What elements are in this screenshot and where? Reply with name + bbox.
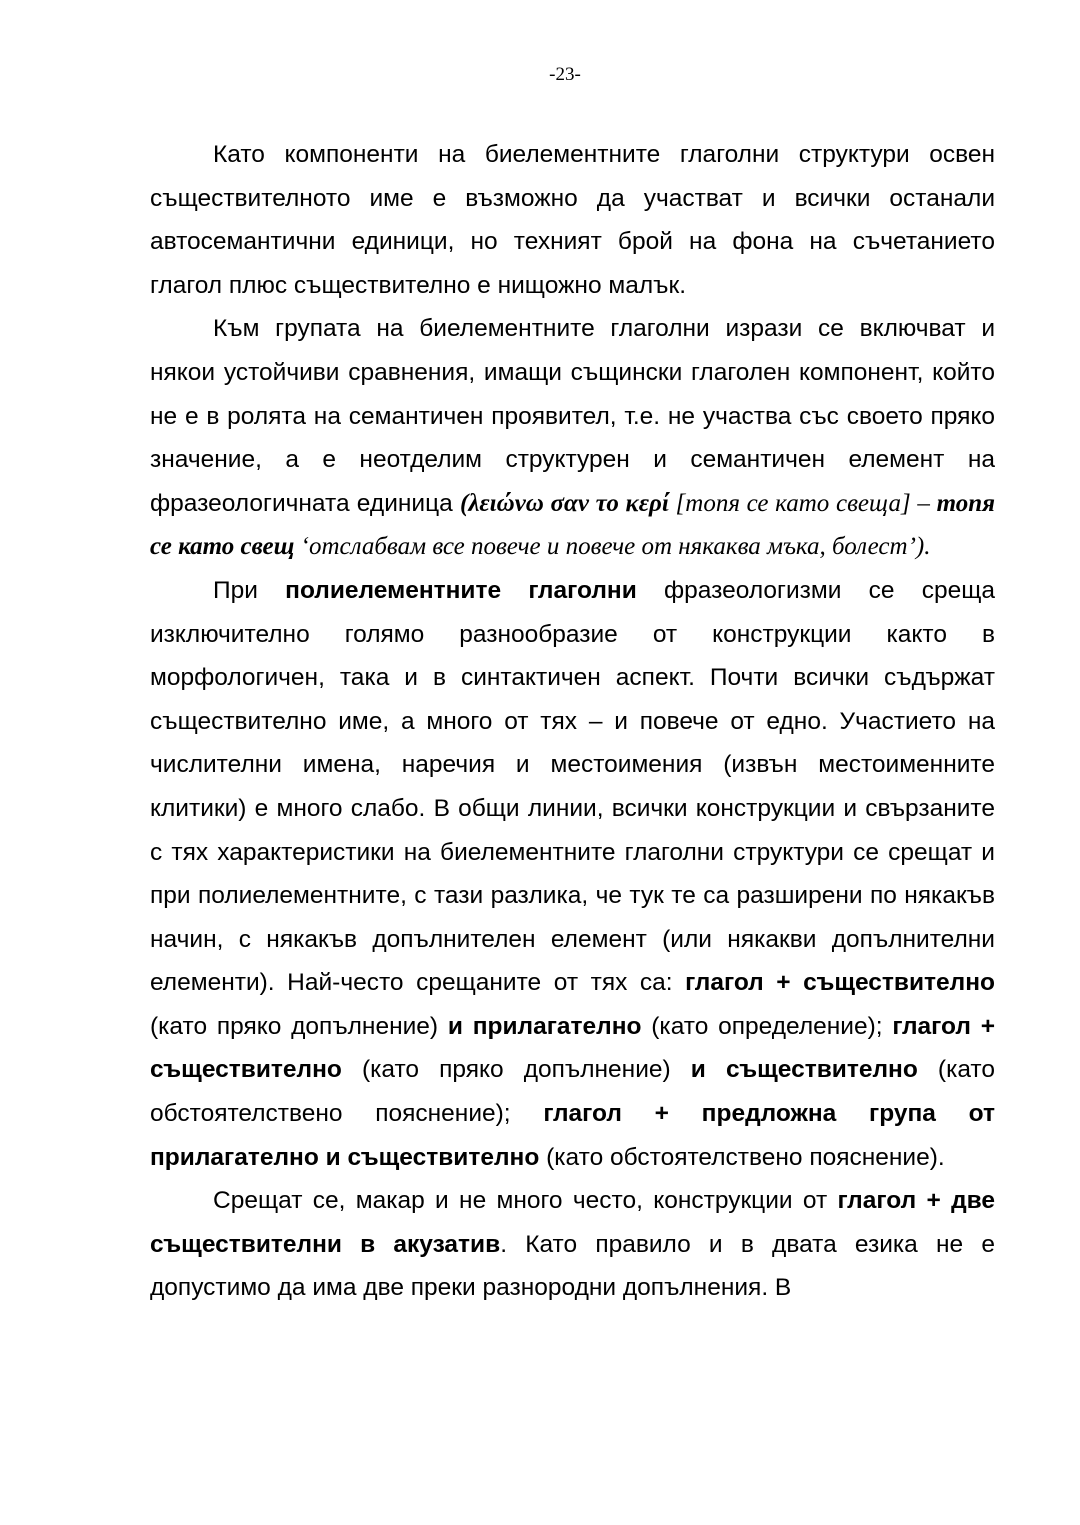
p3-text-7: (като обстоятелствено пояснение).	[539, 1143, 945, 1171]
p3-text-2: фразеологизми се среща изключително голямо разнообразие от конструкции както в морфологичен, така и в синтактичен аспект. Почти всички съдържат съществително име, а много от тях – и повече от едно. Участието на числителни имена, наречия и местоимения (извън местоименните клитики) е много слабо. В общи линии, всички конструкции и свързаните с тях характеристики на биелементните глаголни структури се срещат и при полиелементните, с тази разлика, че тук те са разширени по някакъв начин, с някакъв допълнителен елемент (или някакви допълнителни елементи). Най-често срещаните от тях са:	[150, 576, 996, 997]
p3-text-1: При	[213, 576, 286, 604]
p3-text-3: (като пряко допълнение)	[150, 1012, 448, 1040]
p3-term-polyelement: полиелементните глаголни	[285, 576, 637, 604]
p3-text-6: (като обстоятелствено пояснение);	[150, 1056, 995, 1128]
p2-text: Към групата на биелементните глаголни изрази се включват и някои устойчиви сравнения, имащи същински глаголен компонент, който не е в ролята на семантичен проявител, т.е. не участва със своето пряко значение, а е неотделим структурен и семантичен елемент на фразеологичната единица	[150, 315, 995, 517]
p2-gloss: [топя се като свеща] –	[668, 489, 937, 517]
paragraph-3	[150, 569, 995, 1179]
p4-text-2: . Като правило и в двата езика не е допустимо да има две преки разнородни допълнения. В	[150, 1230, 995, 1302]
p3-text-5: (като пряко допълнение)	[341, 1056, 691, 1084]
paragraph-1	[150, 133, 995, 307]
p4-term-two-nouns: глагол + две съществителни в акузатив	[150, 1187, 996, 1258]
p3-term-prepositional-group: глагол + предложна група от прилагателно и съществително	[150, 1100, 995, 1171]
p2-greek-phrase: (λειώνω σαν το κερί	[460, 489, 669, 517]
p3-text-4: (като определение);	[641, 1012, 893, 1040]
p3-term-verb-noun-1: глагол + съществително	[685, 969, 996, 997]
paragraph-4	[150, 1179, 995, 1310]
document-body	[150, 133, 995, 1310]
p3-term-verb-noun-2: глагол + съществително	[150, 1012, 996, 1084]
p1-text: Като компоненти на биелементните глаголни структури освен съществителното име е възможно да участват и всички останали автосемантични единици, но техният брой на фона на съчетанието глагол плюс съществително е нищожно малък.	[150, 141, 995, 299]
page-number: -23-	[549, 64, 581, 85]
p3-term-adjective: и прилагателно	[447, 1012, 642, 1040]
p2-meaning: ‘отслабвам все повече и повече от някаква мъка, болест’).	[294, 533, 931, 561]
p3-term-noun: и съществително	[690, 1056, 918, 1084]
paragraph-2	[150, 307, 995, 569]
p4-text-1: Срещат се, макар и не много често, конструкции от	[213, 1187, 838, 1215]
p2-bulgarian-phrase: топя се като свещ	[150, 489, 995, 561]
